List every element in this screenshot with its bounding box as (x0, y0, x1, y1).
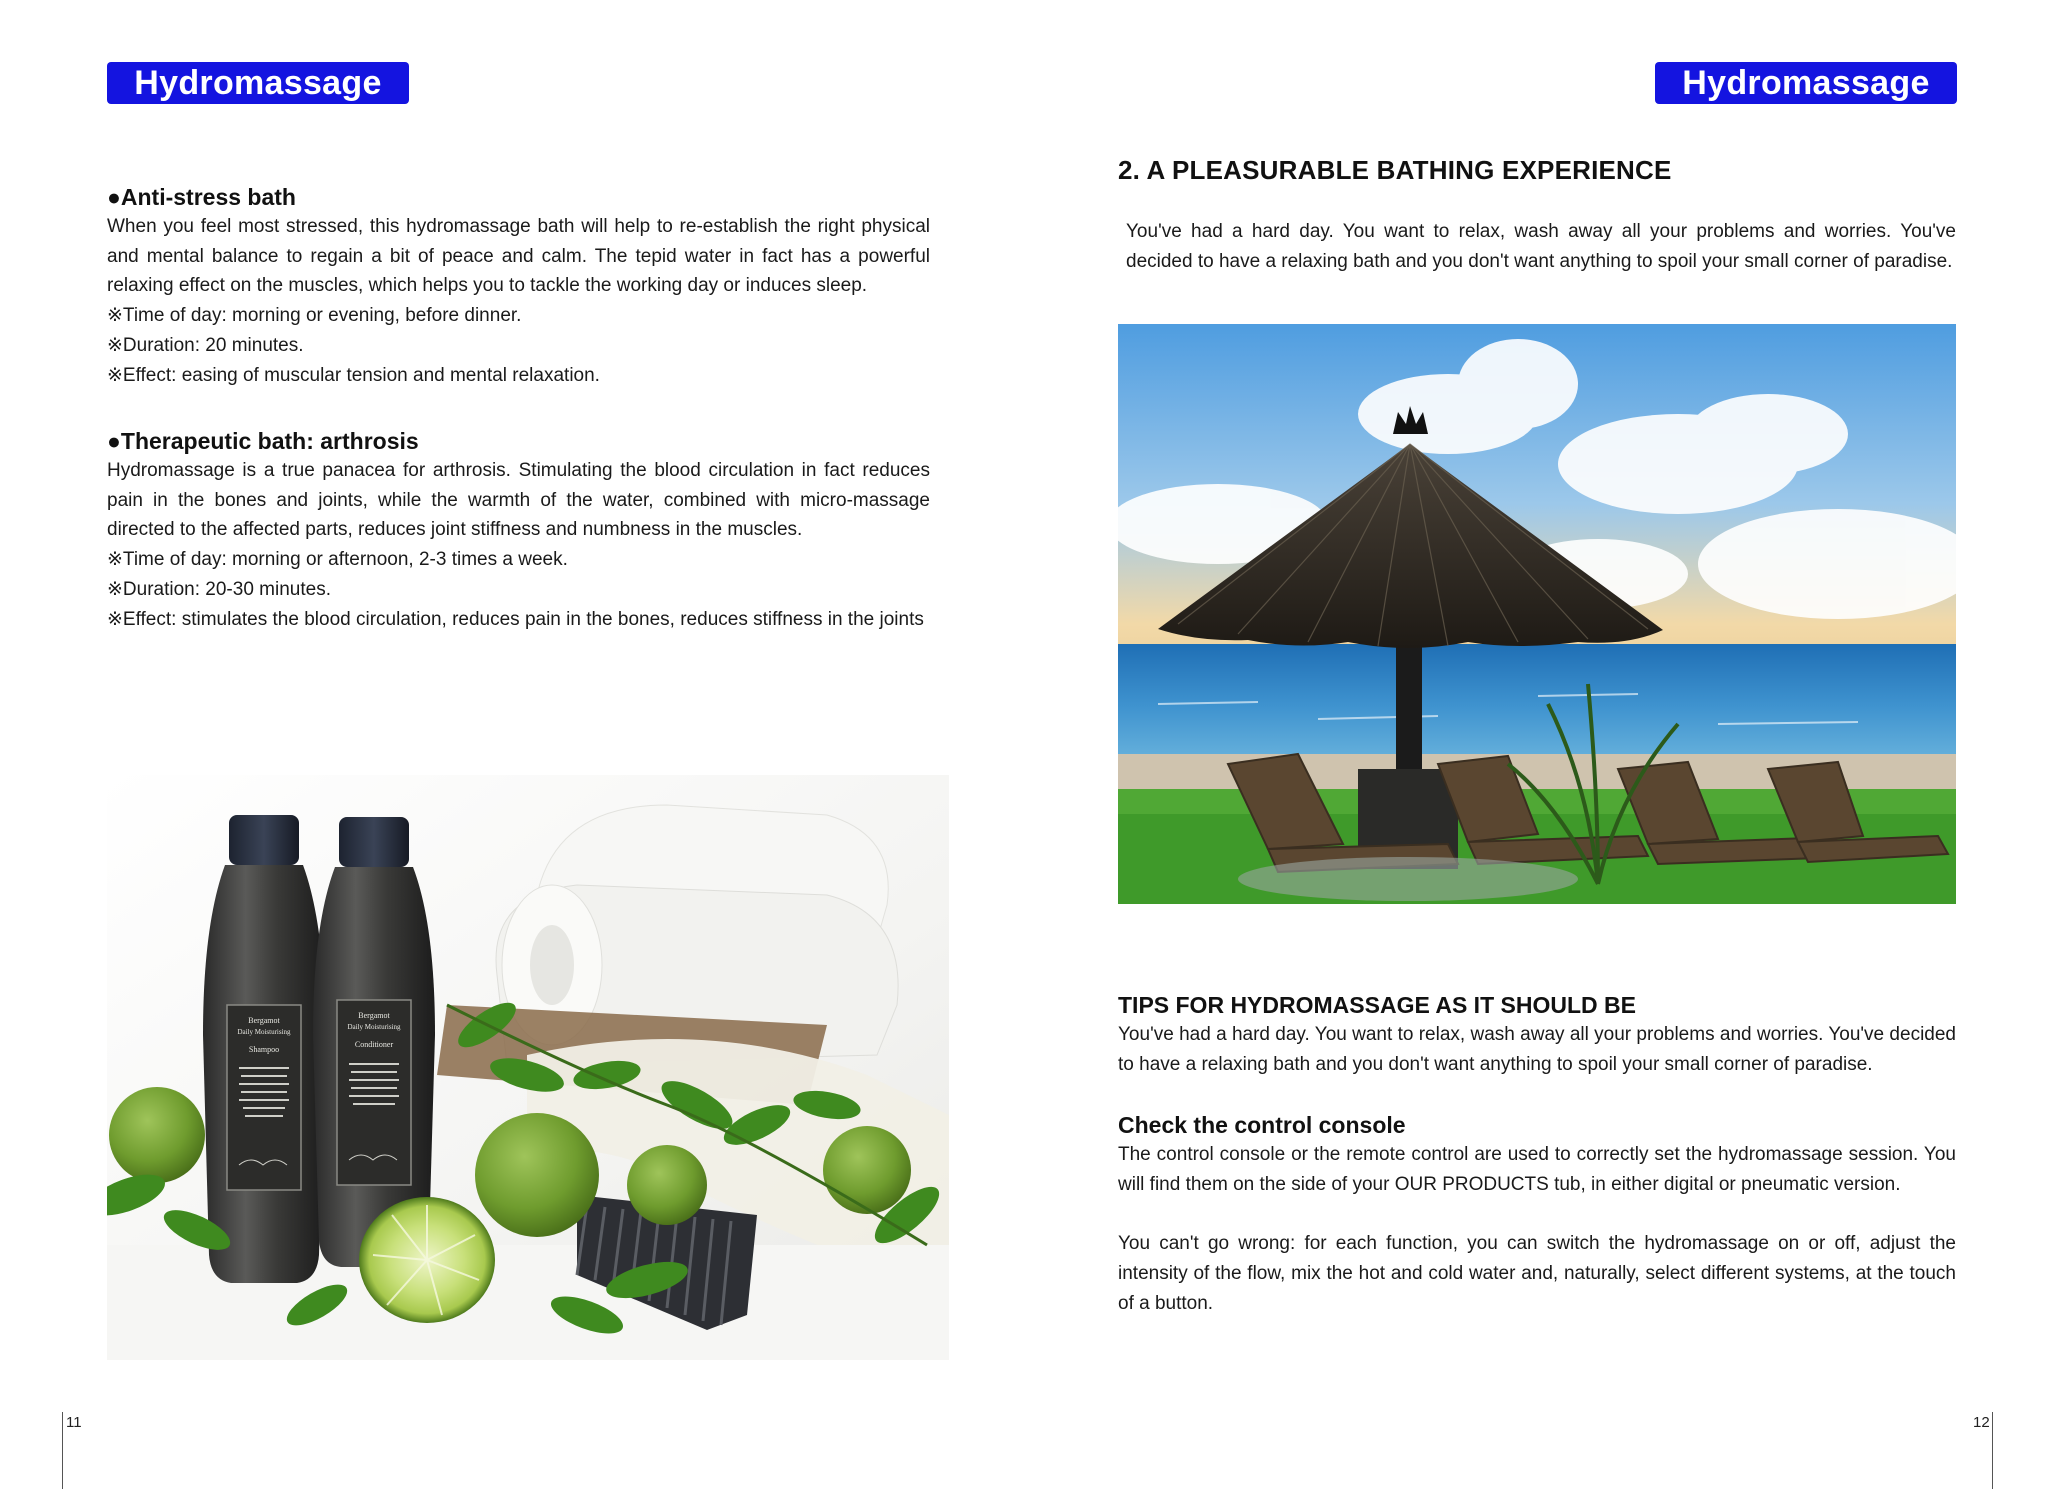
bathing-experience-intro: You've had a hard day. You want to relax, wash away all your problems and worries. You've decided to have a relaxing bath and you don't want anything to spoil your small corner of paradise. (1126, 221, 1956, 272)
arthrosis-body: Hydromassage is a true panacea for arthrosis. Stimulating the blood circulation in fact reduces pain in the bones and joints, while the warmth of the water, combined with micro-massage directed to the affected parts, reduces joint stiffness and numbness in the muscles. (107, 460, 930, 541)
left-page-edge-line (62, 1412, 63, 1489)
arthrosis-note-time: ※Time of day: morning or afternoon, 2-3 times a week. (107, 549, 568, 571)
conditioner-label-sub: Daily Moisturising (347, 1023, 401, 1031)
beach-umbrella-illustration (1118, 324, 1956, 904)
shampoo-label-sub: Daily Moisturising (237, 1028, 291, 1036)
control-console-heading: Check the control console (1118, 1112, 1406, 1138)
right-page-edge-line (1992, 1412, 1993, 1489)
bathing-experience-title: 2. A PLEASURABLE BATHING EXPERIENCE (1118, 155, 1672, 185)
right-page-header-badge: Hydromassage (1655, 62, 1957, 104)
arthrosis-section (107, 426, 930, 634)
tips-body: You've had a hard day. You want to relax, wash away all your problems and worries. You've decided to have a relaxing bath and you don't want anything to spoil your small corner of paradise. (1118, 1024, 1956, 1075)
anti-stress-note-effect: ※Effect: easing of muscular tension and mental relaxation. (107, 364, 600, 386)
arthrosis-heading: ●Therapeutic bath: arthrosis (107, 428, 419, 454)
control-console-section (1118, 1110, 1956, 1318)
tips-heading: TIPS FOR HYDROMASSAGE AS IT SHOULD BE (1118, 992, 1636, 1018)
anti-stress-body: When you feel most stressed, this hydromassage bath will help to re-establish the right physical and mental balance to regain a bit of peace and calm. The tepid water in fact has a powerful relaxing effect on the muscles, which helps you to tackle the working day or induces sleep. (107, 216, 930, 297)
control-console-body-2: You can't go wrong: for each function, you can switch the hydromassage on or off, adjust the intensity of the flow, mix the hot and cold water and, naturally, select different systems, at the touch of a button. (1118, 1233, 1956, 1314)
tips-section (1118, 990, 1956, 1079)
spa-products-photo (107, 775, 949, 1360)
bathing-experience-intro-block (1126, 217, 1956, 276)
control-console-body-1: The control console or the remote control are used to correctly set the hydromassage session. You will find them on the side of your OUR PRODUCTS tub, in either digital or pneumatic version. (1118, 1144, 1956, 1195)
anti-stress-note-duration: ※Duration: 20 minutes. (107, 334, 304, 356)
anti-stress-note-time: ※Time of day: morning or evening, before dinner. (107, 305, 522, 327)
bathing-experience-title-block (1118, 155, 1956, 186)
shampoo-label-name: Shampoo (248, 1045, 280, 1054)
anti-stress-section (107, 182, 930, 390)
spa-products-illustration (107, 775, 949, 1360)
left-page-number: 11 (66, 1414, 82, 1431)
left-page-header-badge: Hydromassage (107, 62, 409, 104)
right-page-number: 12 (1973, 1414, 1990, 1431)
beach-umbrella-photo (1118, 324, 1956, 904)
conditioner-label-brand: Bergamot (358, 1011, 390, 1020)
shampoo-label-brand: Bergamot (248, 1016, 280, 1025)
anti-stress-heading: ●Anti-stress bath (107, 184, 296, 210)
arthrosis-note-duration: ※Duration: 20-30 minutes. (107, 578, 331, 600)
arthrosis-note-effect: ※Effect: stimulates the blood circulation, reduces pain in the bones, reduces stiffness in the joints (107, 608, 924, 630)
conditioner-label-name: Conditioner (354, 1040, 394, 1049)
